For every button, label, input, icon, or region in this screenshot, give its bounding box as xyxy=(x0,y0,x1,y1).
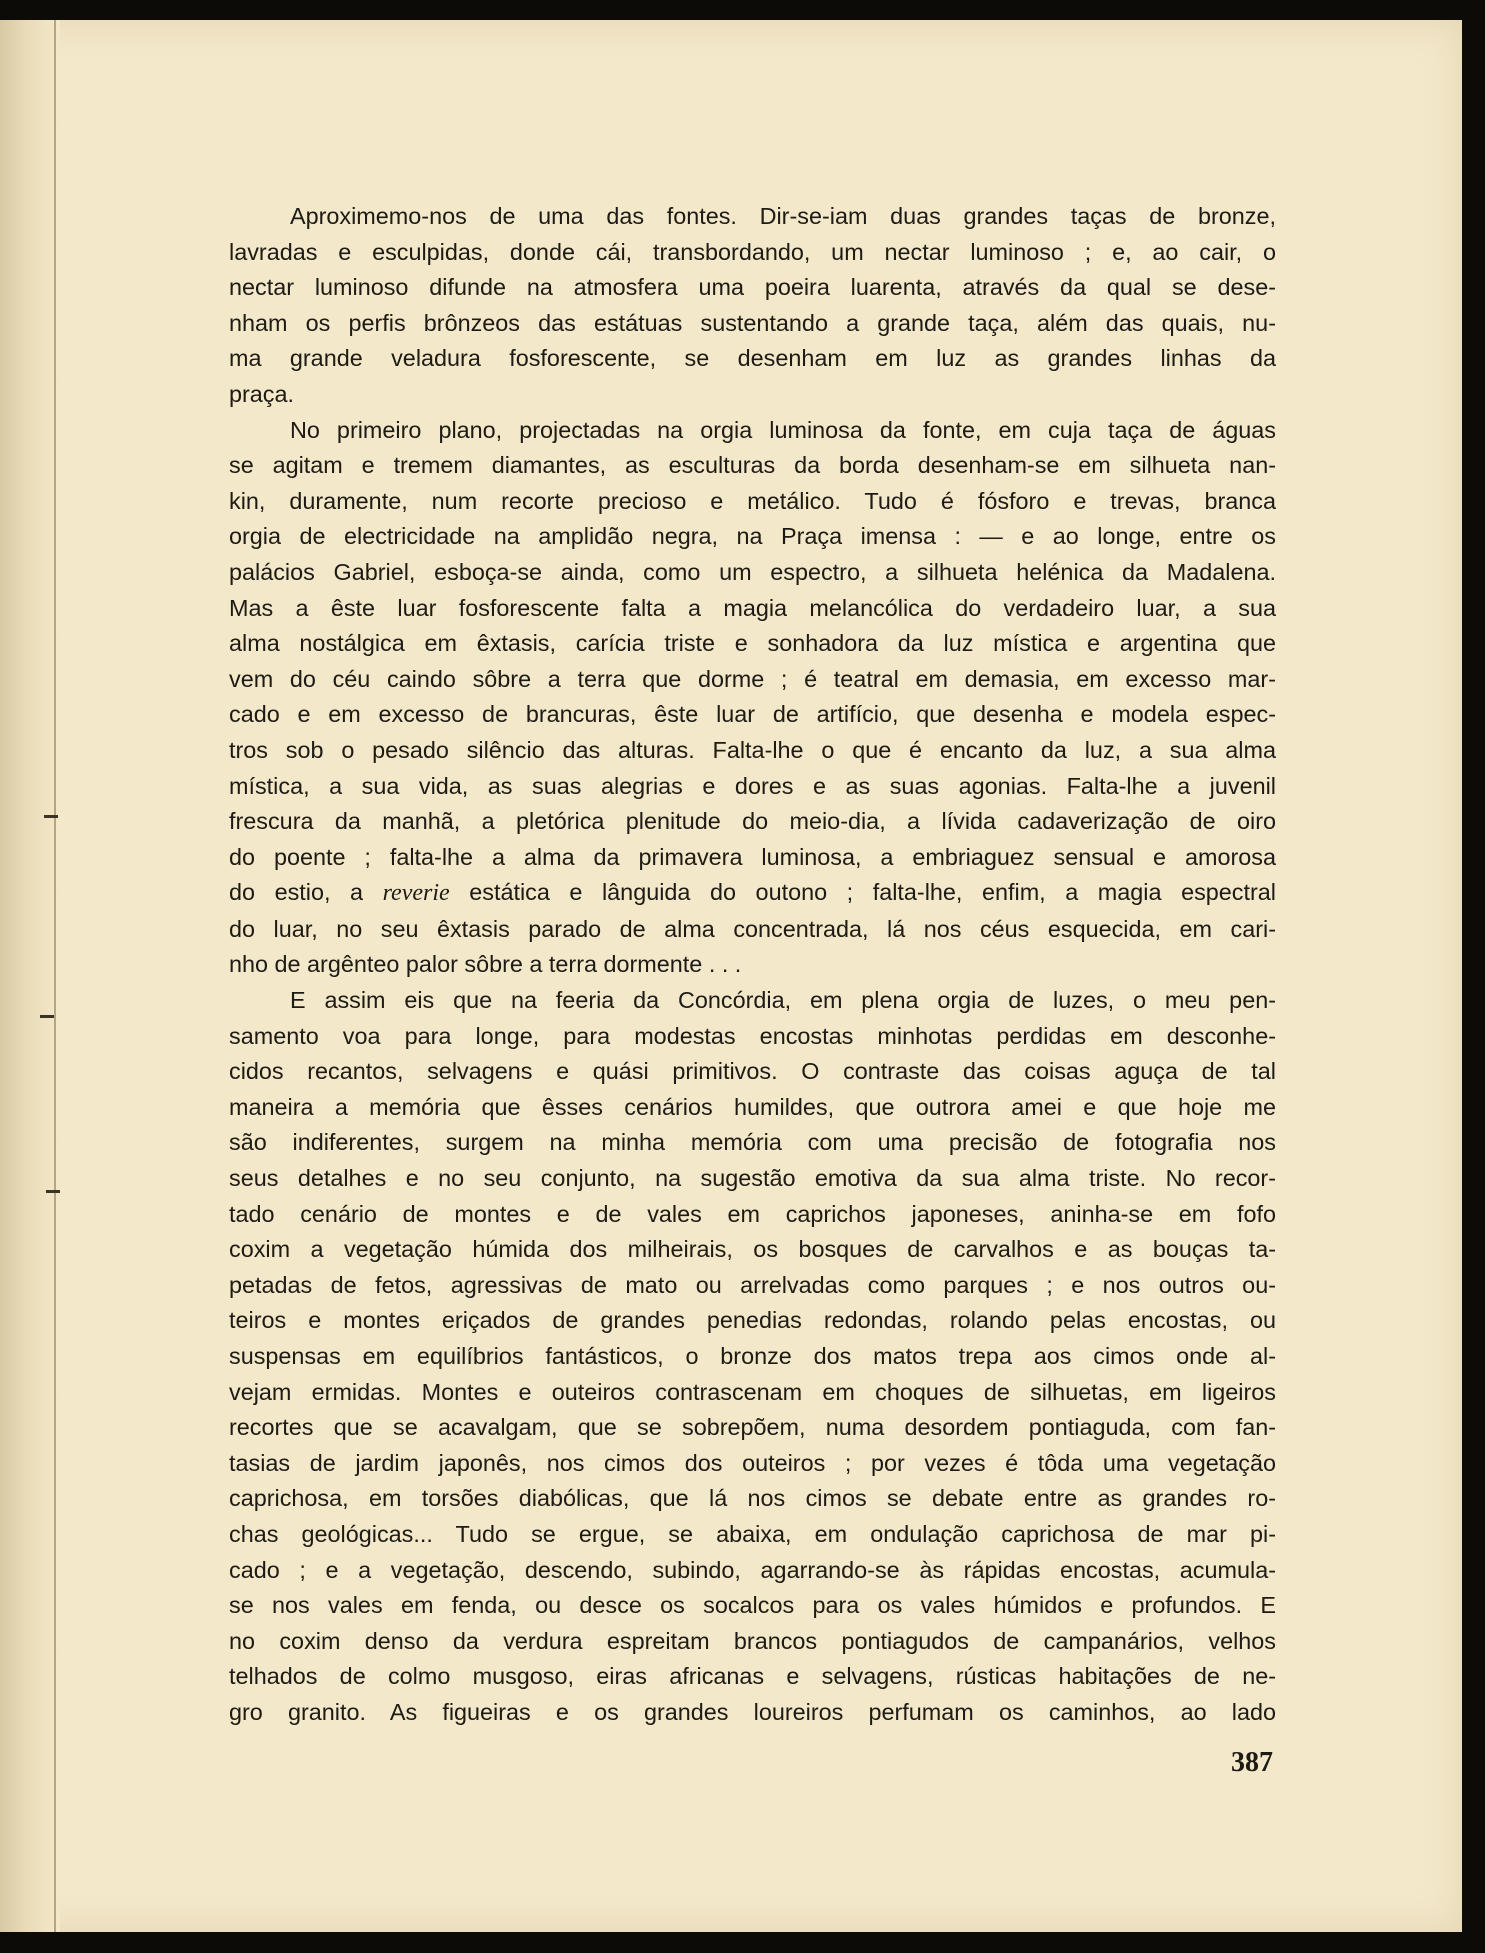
paragraph-3 xyxy=(229,983,1276,1730)
text-line: cidos recantos, selvagens e quási primitivos. O contraste das coisas aguça de tal xyxy=(229,1058,1276,1085)
text-line: vejam ermidas. Montes e outeiros contrascenam em choques de silhuetas, em ligeiros xyxy=(229,1378,1276,1405)
scan-border xyxy=(1462,20,1485,1953)
binding-mark xyxy=(44,815,58,818)
text-line: nham os perfis brônzeos das estátuas sustentando a grande taça, além das quais, nu- xyxy=(229,309,1276,336)
binding-mark xyxy=(46,1190,60,1193)
text-line: se nos vales em fenda, ou desce os socalcos para os vales húmidos e profundos. E xyxy=(229,1592,1276,1619)
text-line: seus detalhes e no seu conjunto, na sugestão emotiva da sua alma triste. No recor- xyxy=(229,1165,1276,1192)
text-line: tros sob o pesado silêncio das alturas. Falta-lhe o que é encanto da luz, a sua alma xyxy=(229,736,1276,763)
text-line: lavradas e esculpidas, donde cái, transbordando, um nectar luminoso ; e, ao cair, o xyxy=(229,238,1276,265)
text-line: orgia de electricidade na amplidão negra, na Praça imensa : — e ao longe, entre os xyxy=(229,523,1276,550)
text-line: Aproximemo-nos de uma das fontes. Dir-se-iam duas grandes taças de bronze, xyxy=(290,203,1276,229)
text-line: recortes que se acavalgam, que se sobrepõem, numa desordem pontiaguda, com fan- xyxy=(229,1414,1276,1441)
text-line: mística, a sua vida, as suas alegrias e dores e as suas agonias. Falta-lhe a juvenil xyxy=(229,772,1276,799)
text-line: nho de argênteo palor sôbre a terra dormente . . . xyxy=(229,951,742,978)
italic-word: reverie xyxy=(382,880,450,907)
paragraph-1 xyxy=(229,199,1276,413)
text-line: No primeiro plano, projectadas na orgia luminosa da fonte, em cuja taça de águas xyxy=(290,416,1276,443)
text-line: cado ; e a vegetação, descendo, subindo, agarrando-se às rápidas encostas, acumula- xyxy=(229,1556,1276,1583)
text-line-with-italic xyxy=(229,875,1276,912)
text-line: maneira a memória que êsses cenários humildes, que outrora amei e que hoje me xyxy=(229,1093,1276,1120)
text-line: praça. xyxy=(229,380,295,407)
body-text xyxy=(229,199,1276,1731)
text-line: se agitam e tremem diamantes, as esculturas da borda desenham-se em silhueta nan- xyxy=(229,452,1276,479)
text-line: do luar, no seu êxtasis parado de alma concentrada, lá nos céus esquecida, em cari- xyxy=(229,915,1276,942)
text-line: Mas a êste luar fosforescente falta a magia melancólica do verdadeiro luar, a sua xyxy=(229,594,1276,621)
text-line: telhados de colmo musgoso, eiras africanas e selvagens, rústicas habitações de ne- xyxy=(229,1663,1276,1690)
text-line: cado e em excesso de brancuras, êste luar de artifício, que desenha e modela espec- xyxy=(229,701,1276,728)
text-line: tado cenário de montes e de vales em caprichos japoneses, aninha-se em fofo xyxy=(229,1200,1276,1227)
text-line: são indiferentes, surgem na minha memória com uma precisão de fotografia nos xyxy=(229,1129,1276,1156)
text-line: chas geológicas... Tudo se ergue, se abaixa, em ondulação caprichosa de mar pi- xyxy=(229,1520,1276,1547)
text-line: gro granito. As figueiras e os grandes loureiros perfumam os caminhos, ao lado xyxy=(229,1698,1276,1725)
text-fragment: do estio, a xyxy=(229,879,383,906)
text-line: alma nostálgica em êxtasis, carícia triste e sonhadora da luz mística e argentina que xyxy=(229,630,1276,657)
text-line: palácios Gabriel, esboça-se ainda, como um espectro, a silhueta helénica da Madalena. xyxy=(229,558,1276,585)
text-line: suspensas em equilíbrios fantásticos, o bronze dos matos trepa aos cimos onde al- xyxy=(229,1343,1276,1369)
text-line: coxim a vegetação húmida dos milheirais, os bosques de carvalhos e as bouças ta- xyxy=(229,1236,1276,1263)
text-line: no coxim denso da verdura espreitam brancos pontiagudos de campanários, velhos xyxy=(229,1627,1276,1654)
page-number: 387 xyxy=(1231,1747,1273,1778)
page-gutter xyxy=(0,20,60,1932)
text-line: frescura da manhã, a pletórica plenitude do meio-dia, a lívida cadaverização de oiro xyxy=(229,808,1276,835)
text-line: vem do céu caindo sôbre a terra que dorme ; é teatral em demasia, em excesso mar- xyxy=(229,665,1276,692)
text-line: ma grande veladura fosforescente, se desenham em luz as grandes linhas da xyxy=(229,345,1276,372)
text-line: do poente ; falta-lhe a alma da primavera luminosa, a embriaguez sensual e amorosa xyxy=(229,843,1276,870)
text-line: samento voa para longe, para modestas encostas minhotas perdidas em desconhe- xyxy=(229,1022,1276,1049)
paragraph-2 xyxy=(229,413,1276,984)
text-line: petadas de fetos, agressivas de mato ou arrelvadas como parques ; e nos outros ou- xyxy=(229,1271,1276,1298)
text-line: caprichosa, em torsões diabólicas, que lá nos cimos se debate entre as grandes ro- xyxy=(229,1485,1276,1512)
text-line: E assim eis que na feeria da Concórdia, em plena orgia de luzes, o meu pen- xyxy=(290,987,1276,1014)
binding-mark xyxy=(40,1015,54,1018)
text-line: teiros e montes eriçados de grandes penedias redondas, rolando pelas encostas, ou xyxy=(229,1307,1276,1334)
text-line: nectar luminoso difunde na atmosfera uma poeira luarenta, através da qual se dese- xyxy=(229,274,1276,301)
binding-edge xyxy=(54,20,56,1932)
text-line: kin, duramente, num recorte precioso e metálico. Tudo é fósforo e trevas, branca xyxy=(229,487,1276,514)
text-fragment: estática e lânguida do outono ; falta-lhe, enfim, a magia espectral xyxy=(449,879,1276,906)
text-line: tasias de jardim japonês, nos cimos dos outeiros ; por vezes é tôda uma vegetação xyxy=(229,1449,1276,1476)
